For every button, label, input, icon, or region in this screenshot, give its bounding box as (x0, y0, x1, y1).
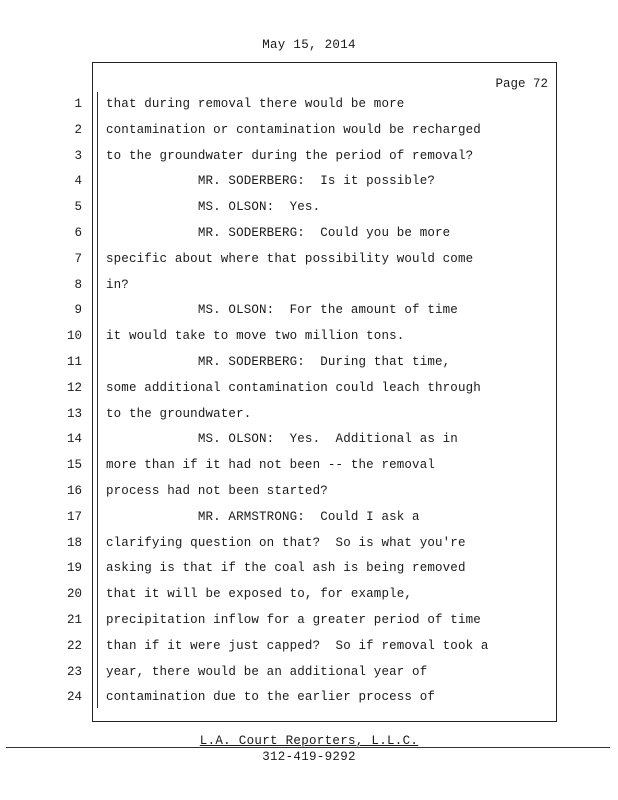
line-number: 8 (74, 277, 82, 292)
transcript-line (0, 247, 618, 273)
transcript-line (0, 608, 618, 634)
page-number: Page 72 (495, 77, 548, 91)
transcript-line (0, 505, 618, 531)
transcript-line (0, 582, 618, 608)
line-number: 20 (66, 587, 82, 602)
transcript-line (0, 427, 618, 453)
line-text: that it will be exposed to, for example, (106, 587, 413, 602)
line-text: that during removal there would be more (106, 97, 405, 111)
line-number: 11 (66, 354, 82, 369)
line-number: 6 (74, 225, 82, 240)
transcript-line (0, 376, 618, 402)
line-number: 16 (66, 483, 82, 498)
transcript-line (0, 350, 618, 376)
line-text: clarifying question on that? So is what you're (106, 535, 466, 550)
line-text: in? (106, 277, 129, 292)
line-number: 15 (66, 458, 82, 473)
transcript-line (0, 479, 618, 505)
line-text: year, there would be an additional year of (106, 664, 428, 679)
line-text: more than if it had not been -- the removal (106, 458, 436, 473)
line-number: 24 (66, 690, 82, 705)
transcript-lines (0, 92, 618, 711)
line-text: MS. OLSON: Yes. Additional as in (106, 432, 458, 447)
line-text: process had not been started? (106, 483, 328, 498)
line-text: MR. ARMSTRONG: Could I ask a (106, 509, 420, 524)
line-number: 7 (74, 251, 82, 266)
transcript-line (0, 92, 618, 118)
footer-company: L.A. Court Reporters, L.L.C. (199, 734, 419, 748)
footer-phone: 312-419-9292 (262, 750, 356, 764)
transcript-line (0, 402, 618, 428)
line-number: 17 (66, 509, 82, 524)
line-number: 4 (74, 174, 82, 189)
line-number: 13 (66, 406, 82, 421)
line-text: it would take to move two million tons. (106, 329, 405, 344)
line-number: 18 (66, 535, 82, 550)
line-number: 12 (66, 380, 82, 395)
transcript-line (0, 118, 618, 144)
line-text: precipitation inflow for a greater period of time (106, 612, 481, 627)
line-number: 21 (66, 612, 82, 627)
transcript-line (0, 531, 618, 557)
line-text: to the groundwater. (106, 406, 252, 421)
line-text: some additional contamination could leach through (106, 380, 481, 395)
line-number: 10 (66, 329, 82, 344)
transcript-line (0, 273, 618, 299)
line-number: 2 (74, 122, 82, 137)
transcript-line (0, 144, 618, 170)
line-number: 5 (74, 200, 82, 215)
transcript-line (0, 685, 618, 711)
transcript-line (0, 453, 618, 479)
line-text: MR. SODERBERG: During that time, (106, 354, 451, 369)
line-number: 22 (66, 638, 82, 653)
line-text: specific about where that possibility would come (106, 251, 474, 266)
transcript-line (0, 195, 618, 221)
transcript-line (0, 634, 618, 660)
line-text: contamination due to the earlier process of (106, 690, 436, 705)
line-text: MR. SODERBERG: Is it possible? (106, 174, 436, 189)
line-text: asking is that if the coal ash is being removed (106, 561, 466, 576)
transcript-line (0, 169, 618, 195)
footer-rule (6, 747, 610, 748)
line-text: MS. OLSON: Yes. (106, 200, 321, 215)
transcript-date: May 15, 2014 (262, 38, 356, 52)
transcript-line (0, 221, 618, 247)
line-text: MR. SODERBERG: Could you be more (106, 225, 451, 240)
transcript-line (0, 298, 618, 324)
line-number: 14 (66, 432, 82, 447)
line-text: MS. OLSON: For the amount of time (106, 303, 458, 318)
line-number: 19 (66, 561, 82, 576)
transcript-line (0, 556, 618, 582)
line-text: contamination or contamination would be recharged (106, 122, 481, 137)
line-text: to the groundwater during the period of removal? (106, 148, 474, 163)
transcript-line (0, 324, 618, 350)
line-number: 3 (74, 148, 82, 163)
line-number: 23 (66, 664, 82, 679)
transcript-line (0, 660, 618, 686)
line-text: than if it were just capped? So if removal took a (106, 638, 489, 653)
line-number: 9 (74, 303, 82, 318)
line-number: 1 (74, 97, 82, 111)
